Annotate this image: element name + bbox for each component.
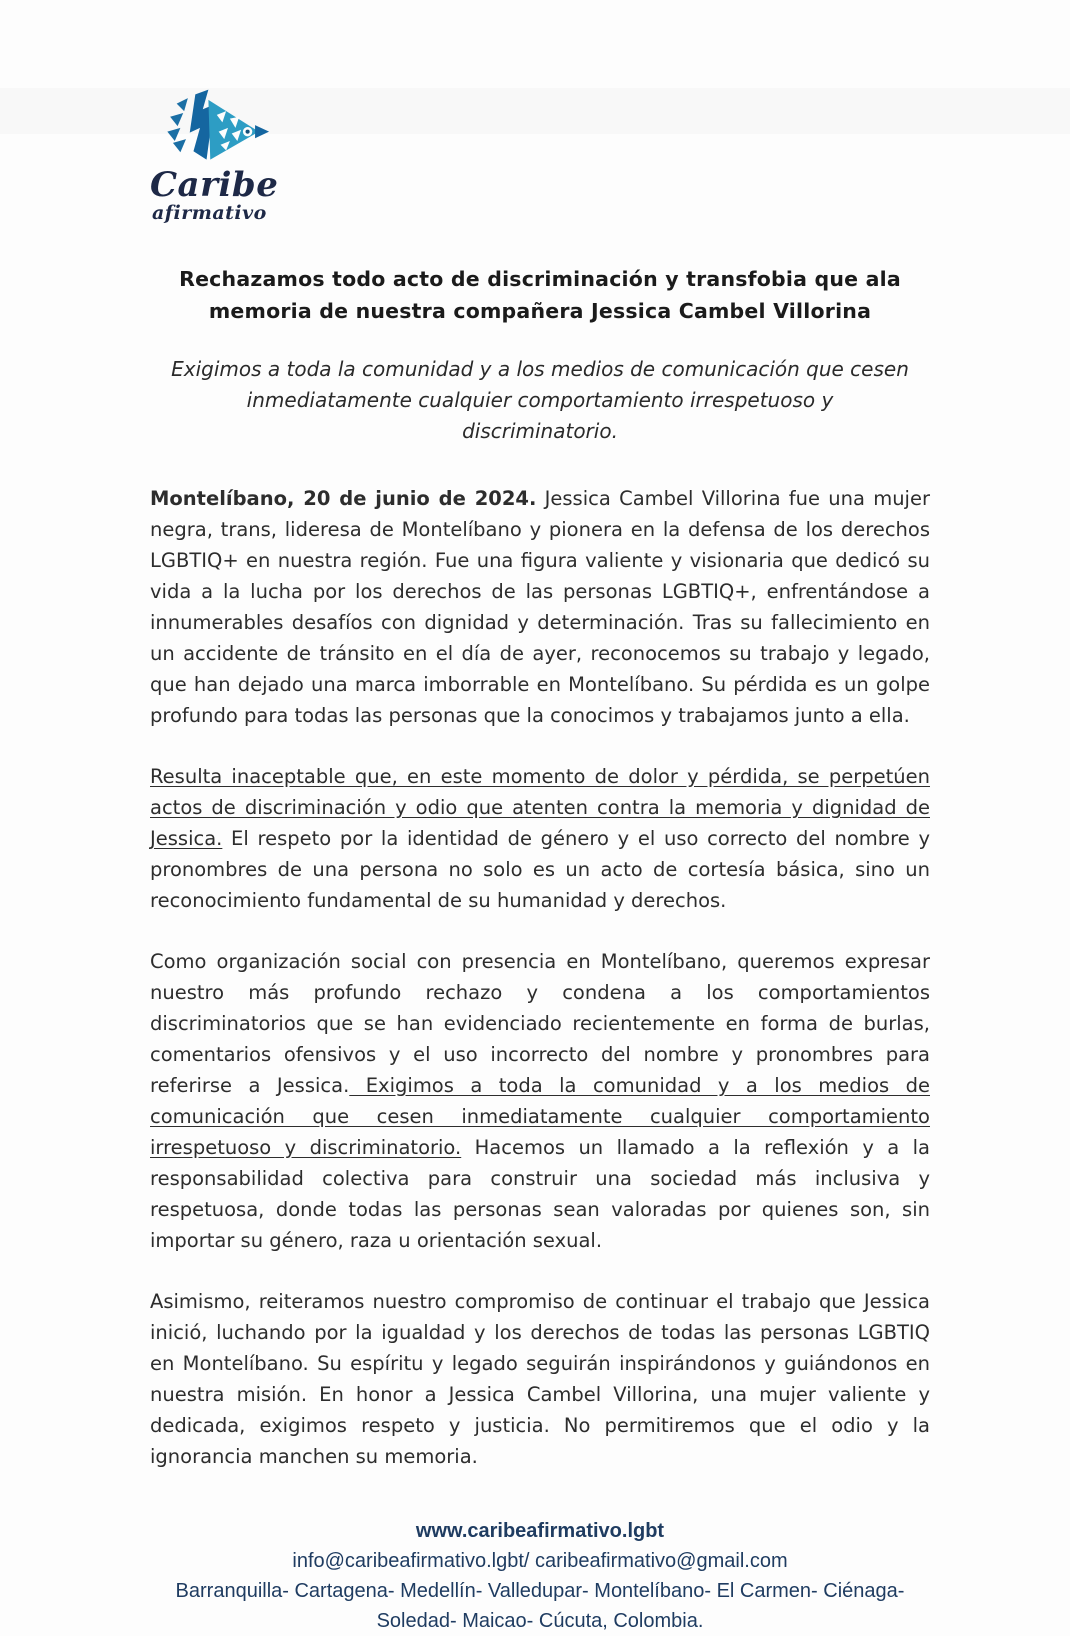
dateline-bold: Montelíbano, 20 de junio de 2024. xyxy=(150,487,537,510)
footer-website: www.caribeafirmativo.lgbt xyxy=(415,1520,665,1542)
fish-logo-icon xyxy=(158,88,270,166)
document-subtitle: Exigimos a toda la comunidad y a los medios de comunicación que cesen inmediatamente cualquier comportamiento irrespetuoso y discriminatorio. xyxy=(171,357,909,443)
paragraph-2-text: El respeto por la identidad de género y el uso correcto del nombre y pronombres de una persona no solo es un acto de cortesía básica, sino un reconocimiento fundamental de su humanidad y derechos. xyxy=(150,827,930,912)
paragraph-1-text: Jessica Cambel Villorina fue una mujer negra, trans, lideresa de Montelíbano y pionera en la defensa de los derechos LGBTIQ+ en nuestra región. Fue una figura valiente y visionaria que dedicó su vida a la lucha por los derechos de las personas LGBTIQ+, enfrentándose a innumerables desafíos con dignidad y determinación. Tras su fallecimiento en un accidente de tránsito en el día de ayer, reconocemos su trabajo y legado, que han dejado una marca imborrable en Montelíbano. Su pérdida es un golpe profundo para todas las personas que la conocimos y trabajamos junto a ella. xyxy=(150,487,930,727)
paragraph-3-underlined: Exigimos a toda la comunidad y a los medios de comunicación que cesen inmediatamente cualquier comportamiento irrespetuoso y discriminatorio. xyxy=(150,1074,930,1159)
paragraph-2-underlined: Resulta inaceptable que, en este momento de dolor y pérdida, se perpetúen actos de discriminación y odio que atenten contra la memoria y dignidad de Jessica. xyxy=(150,765,930,850)
footer-emails: info@caribeafirmativo.lgbt/ caribeafirmativo@gmail.com xyxy=(292,1550,788,1572)
document-footer xyxy=(150,1516,930,1636)
paragraph-4-text: Asimismo, reiteramos nuestro compromiso de continuar el trabajo que Jessica inició, luchando por la igualdad y los derechos de todas las personas LGBTIQ en Montelíbano. Su espíritu y legado seguirán inspirándonos y guiándonos en nuestra misión. En honor a Jessica Cambel Villorina, una mujer valiente y dedicada, exigimos respeto y justicia. No permitiremos que el odio y la ignorancia manchen su memoria. xyxy=(150,1290,930,1468)
paragraph-dateline xyxy=(150,483,930,731)
logo-wordmark: Caribe xyxy=(150,165,279,205)
paragraph-demand xyxy=(150,946,930,1256)
paragraph-commitment xyxy=(150,1286,930,1472)
document-page xyxy=(0,88,1070,1636)
logo-wordmark-sub: afirmativo xyxy=(152,202,267,224)
document-title: Rechazamos todo acto de discriminación y transfobia que ala memoria de nuestra compañera Jessica Cambel Villorina xyxy=(179,267,901,323)
footer-cities-line1: Barranquilla- Cartagena- Medellín- Valledupar- Montelíbano- El Carmen- Ciénaga- xyxy=(175,1580,905,1602)
footer-cities-line2: Soledad- Maicao- Cúcuta, Colombia. xyxy=(376,1610,704,1632)
paragraph-3-text-b: Hacemos un llamado a la reflexión y a la responsabilidad colectiva para construir una sociedad más inclusiva y respetuosa, donde todas las personas sean valoradas por quienes son, sin importar su género, raza u orientación sexual. xyxy=(150,1136,930,1252)
paragraph-3-text-a: Como organización social con presencia en Montelíbano, queremos expresar nuestro más profundo rechazo y condena a los comportamientos discriminatorios que se han evidenciado recientemente en forma de burlas, comentarios ofensivos y el uso incorrecto del nombre y pronombres para referirse a Jessica. xyxy=(150,950,930,1097)
caribe-afirmativo-logo xyxy=(150,88,290,223)
paragraph-rejection xyxy=(150,761,930,916)
